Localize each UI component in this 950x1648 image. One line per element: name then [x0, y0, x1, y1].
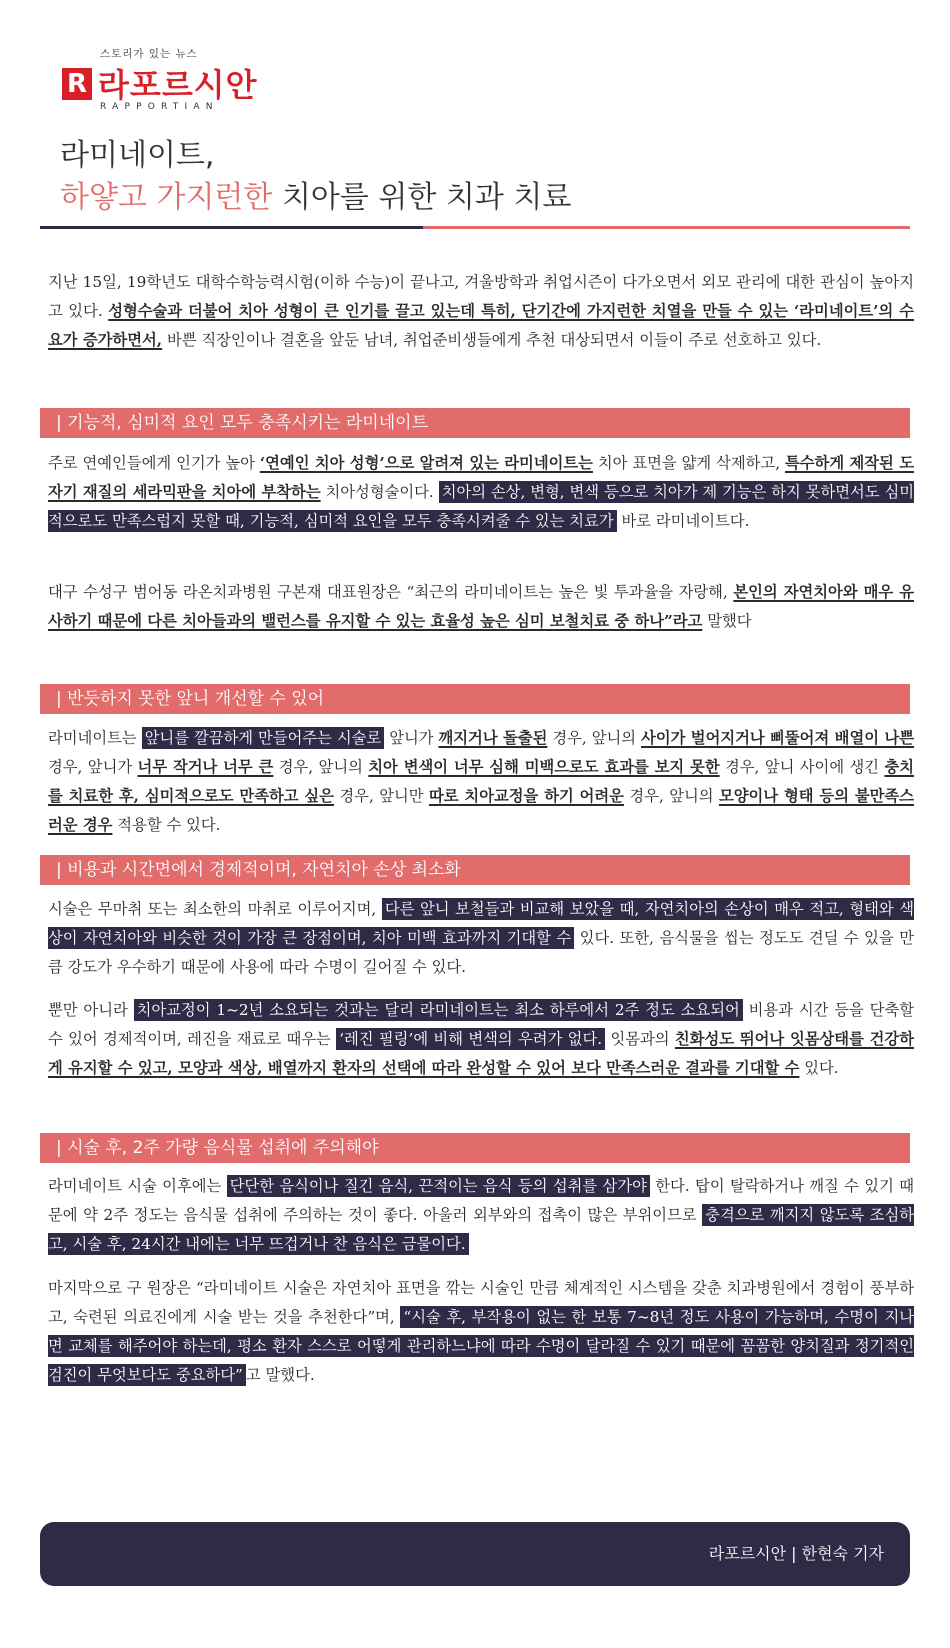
section-2-paragraph-1 [48, 724, 914, 840]
intro-text-1: 성형수술과 더불어 치아 성형이 큰 인기를 끌고 있는데 특히, 단기간에 가지런한 치열을 만들 수 있는 ‘라미네이트’의 수요가 증가하면서, [48, 302, 914, 349]
body-text: 경우, 앞니 사이에 생긴 [719, 758, 885, 776]
intro-text-2: 바쁜 직장인이나 결혼을 앞둔 남녀, 취업준비생들에게 추천 대상되면서 이들이 주로 선호하고 있다. [162, 331, 822, 349]
emphasized-text: ‘연예인 치아 성형’으로 알려져 있는 라미네이트는 [259, 454, 593, 472]
body-text: 고 말했다. [245, 1366, 315, 1384]
body-text: 경우, 앞니의 [547, 729, 642, 747]
body-text: 주로 연예인들에게 인기가 높아 [48, 454, 260, 472]
emphasized-text: 따로 치아교정을 하기 어려운 [428, 787, 624, 805]
body-text: 적용할 수 있다. [112, 816, 221, 834]
title-line-2 [60, 177, 571, 219]
emphasized-text: 본인의 자연치아와 매우 유사하기 때문에 다른 치아들과의 밸런스를 유지할 수 있는 효율성 높은 심미 보철치료 중 하나”라고 [48, 583, 914, 630]
emphasized-text: 친화성도 뛰어나 잇몸상태를 건강하게 유지할 수 있고, 모양과 색상, 배열까지 환자의 선택에 따라 완성할 수 있어 보다 만족스러운 결과를 기대할 수 [48, 1030, 914, 1077]
emphasized-text: 깨지거나 돌출된 [438, 729, 548, 747]
body-text: 경우, 앞니의 [623, 787, 719, 805]
body-text: 있다. [799, 1059, 839, 1077]
body-text: 잇몸과의 [605, 1030, 675, 1048]
section-heading-1: | 기능적, 심미적 요인 모두 충족시키는 라미네이트 [40, 408, 910, 438]
logo-name: 라포르시안 [98, 66, 258, 104]
title-divider [40, 226, 910, 229]
body-text: 라미네이트는 [48, 729, 142, 747]
body-text: 앞니가 [384, 729, 439, 747]
highlighted-text: 충격으로 깨지지 않도록 조심하고, 시술 후, 24시간 내에는 너무 뜨겁거나 찬 음식은 금물이다. [48, 1206, 914, 1253]
body-text: 시술은 무마취 또는 최소한의 마취로 이루어지며, [48, 900, 382, 918]
body-text: 마지막으로 구 원장은 “라미네이트 시술은 자연치아 표면을 깎는 시술인 만큼 체계적인 시스템을 갖춘 치과병원에서 경험이 풍부하고, 숙련된 의료진에게 시술 받는 것을 추천한다”며, [48, 1279, 914, 1326]
body-text: 한다. 탑이 탈락하거나 깨질 수 있기 때문에 약 2주 정도는 음식물 섭취에 주의하는 것이 좋다. 아울러 외부와의 접촉이 많은 부위이므로 [48, 1177, 914, 1224]
body-text: 뿐만 아니라 [48, 1001, 134, 1019]
byline-footer [40, 1522, 910, 1586]
emphasized-text: 모양이나 형태 등의 불만족스러운 경우 [48, 787, 914, 834]
section-1-paragraph-1 [48, 449, 914, 536]
body-text: 치아성형술이다. [320, 483, 439, 501]
highlighted-text: 앞니를 깔끔하게 만들어주는 시술로 [142, 727, 385, 749]
body-text: 경우, 앞니만 [333, 787, 429, 805]
body-text: 치아 표면을 얇게 삭제하고, [592, 454, 785, 472]
logo-english: RAPPORTIAN [100, 102, 219, 112]
title-line-1: 라미네이트, [60, 138, 215, 173]
body-text: 라미네이트 시술 이후에는 [48, 1177, 227, 1195]
body-text: 비용과 시간 등을 단축할 수 있어 경제적이며, 레진을 재료로 때우는 [48, 1001, 914, 1048]
intro-text-0: 지난 15일, 19학년도 대학수학능력시험(이하 수능)이 끝나고, 겨울방학과 취업시즌이 다가오면서 외모 관리에 대한 관심이 높아지고 있다. [48, 273, 914, 320]
logo-mark-icon: R [62, 68, 92, 100]
intro-paragraph [48, 268, 914, 355]
emphasized-text: 사이가 벌어지거나 삐뚤어져 배열이 나쁜 [641, 729, 914, 747]
section-heading-3: | 비용과 시간면에서 경제적이며, 자연치아 손상 최소화 [40, 855, 910, 885]
rapportian-logo [62, 44, 322, 114]
emphasized-text: 너무 작거나 너무 큰 [137, 758, 274, 776]
body-text: 말했다 [702, 612, 752, 630]
highlighted-text: 치아의 손상, 변형, 변색 등으로 치아가 제 기능은 하지 못하면서도 심미적으로도 만족스럽지 못할 때, 기능적, 심미적 요인을 모두 충족시켜줄 수 있는 치료가 [48, 483, 915, 530]
reporter-credit: 라포르시안 | 한현숙 기자 [708, 1544, 884, 1563]
section-heading-2: | 반듯하지 못한 앞니 개선할 수 있어 [40, 684, 910, 714]
section-1-paragraph-2 [48, 578, 914, 636]
highlighted-text: 다른 앞니 보철들과 비교해 보았을 때, 자연치아의 손상이 매우 적고, 형태와 색상이 자연치아와 비슷한 것이 가장 큰 장점이며, 치아 미백 효과까지 기대할 수 [48, 900, 914, 947]
highlighted-text: 단단한 음식이나 질긴 음식, 끈적이는 음식 등의 섭취를 삼가야 [227, 1175, 650, 1197]
body-text: 경우, 앞니의 [273, 758, 369, 776]
logo-tagline: 스토리가 있는 뉴스 [100, 48, 198, 60]
title-rest: 치아를 위한 치과 치료 [272, 180, 572, 215]
highlighted-text: “시술 후, 부작용이 없는 한 보통 7~8년 정도 사용이 가능하며, 수명이 지나면 교체를 해주어야 하는데, 평소 환자 스스로 어떻게 관리하느냐에 따라 수명이 달라질 수 있기 때문에 꼼꼼한 양치질과 정기적인 검진이 무엇보다도 중요하다” [48, 1308, 914, 1384]
body-text: 바로 라미네이트다. [616, 512, 750, 530]
body-text: 대구 수성구 범어동 라온치과병원 구본재 대표원장은 “최근의 라미네이트는 높은 빛 투과율을 자랑해, [48, 583, 734, 601]
section-4-paragraph-1 [48, 1172, 914, 1259]
title-accent: 하얗고 가지런한 [60, 180, 273, 215]
section-3-paragraph-2 [48, 996, 914, 1083]
body-text: 경우, 앞니가 [48, 758, 138, 776]
emphasized-text: 특수하게 제작된 도자기 재질의 세라믹판을 치아에 부착하는 [48, 454, 914, 501]
highlighted-text: ‘레진 필링’에 비해 변색의 우려가 없다. [336, 1028, 605, 1050]
section-3-paragraph-1 [48, 895, 914, 982]
article-title [60, 135, 571, 219]
emphasized-text: 충치를 치료한 후, 심미적으로도 만족하고 싶은 [48, 758, 914, 805]
emphasized-text: 치아 변색이 너무 심해 미백으로도 효과를 보지 못한 [368, 758, 720, 776]
body-text: 있다. 또한, 음식물을 씹는 정도도 견딜 수 있을 만큼 강도가 우수하기 때문에 사용에 따라 수명이 길어질 수 있다. [48, 929, 914, 976]
highlighted-text: 치아교정이 1~2년 소요되는 것과는 달리 라미네이트는 최소 하루에서 2주 정도 소요되어 [134, 999, 743, 1021]
section-heading-4: | 시술 후, 2주 가량 음식물 섭취에 주의해야 [40, 1133, 910, 1163]
section-4-paragraph-2 [48, 1274, 914, 1390]
